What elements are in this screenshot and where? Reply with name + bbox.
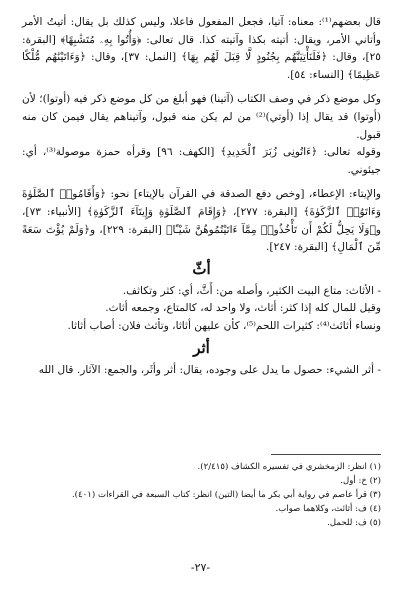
paragraph: وقيل للمال كله إذا كثر: أثاث، ولا واحد له، كالمتاع، وجمعه أثاث.: [105, 302, 381, 315]
paragraph: - أثر الشيء: حصول ما يدل على وجوده، يقال: أثر وأثَر، والجمع: الآثار. قال الله: [38, 363, 381, 376]
paragraph: ونساء أثائث⁽⁴⁾: كثيرات اللحم⁽⁵⁾، كأن عليهن أثاثا، وتأثث فلان: أصاب أثاثا.: [67, 319, 381, 332]
main-text: [22, 14, 381, 379]
footnote: (٥) ف: للحمل.: [327, 518, 381, 528]
paragraph: - الأثاث: متاع البيت الكثير، وأصله من: أَثَّ، أي: كثر وتكاثف.: [122, 284, 381, 297]
entry-heading: أثر: [193, 338, 210, 357]
footnote: (٤) ف: أثائث، وكلاهما صواب.: [275, 504, 381, 514]
paragraph: قال بعضهم⁽¹⁾: معناه: آتيا، فجعل المفعول فاعلا، وليس كذلك بل يقال: أتيتُ الأمر وأتاني الأمر، ويقال: أتيته بكذا وآتيته كذا. قال تعالى: ﴿وَأُتُوا بِهِۦ مُتَشَٰبِهًا﴾ [البقرة: ٢٥]، وقال: ﴿فَلَنَأْتِيَنَّهُم بِجُنُودٍ لَّا قِبَلَ لَهُم بِهَا﴾ [النمل: ٣٧]، وقال: ﴿وَءَاتَيْنَٰهُم مُّلْكًا عَظِيمًا﴾ [النساء: ٥٤].: [22, 16, 381, 81]
page-number: -٢٧-: [190, 561, 211, 574]
paragraph: والإيتاء: الإعطاء، [وخص دفع الصدقة في القرآن بالإيتاء] نحو: ﴿وَأَقَامُوا۟ ٱلصَّلَوٰةَ وَءَاتَوُا۟ ٱلزَّكَوٰةَ﴾ [البقرة: ٢٧٧]، ﴿وَإِقَامَ ٱلصَّلَوٰةِ وَإِيتَآءَ ٱلزَّكَوٰةِ﴾ [الأنبياء: ٧٣]، و﴿وَلَا يَحِلُّ لَكُمْ أَن تَأْخُذُوا۟ مِمَّآ ءَاتَيْتُمُوهُنَّ شَيْـًٔا﴾ [البقرة: ٢٢٩]، و﴿وَلَمْ يُؤْتَ سَعَةً مِّنَ ٱلْمَالِ﴾ [البقرة: ٢٤٧].: [22, 188, 381, 254]
footnotes: [22, 460, 381, 530]
footnote: (٢) خ: أول.: [340, 476, 381, 486]
paragraph: وقوله تعالى: ﴿ءَاتُونِى زُبَرَ ٱلْحَدِيدِ﴾ [الكهف: ٩٦] وقرأه حمزة موصولة⁽³⁾، أي: جيئوني.: [22, 146, 382, 176]
footnote: (١) انظر: الزمخشري في تفسيره الكشاف (٢/٤١٥).: [197, 462, 381, 472]
entry-heading: أثّ: [192, 259, 211, 278]
footnote: (٣) قرأ عاصم في رواية أبي بكر ما أيضا (التين) انظر: كتاب السبعة في القراءات (٤٠١).: [71, 490, 381, 500]
paragraph: وكل موضع ذكر في وصف الكتاب (آتينا) فهو أبلغ من كل موضع ذكر فيه (أوتوا)؛ لأن (أوتوا) قد يقال إذا (أوتي)⁽²⁾ من لم يكن منه قبول، وآتيناهم يقال فيمن كان منه قبول.: [22, 93, 382, 141]
footnote-divider: [271, 454, 381, 455]
